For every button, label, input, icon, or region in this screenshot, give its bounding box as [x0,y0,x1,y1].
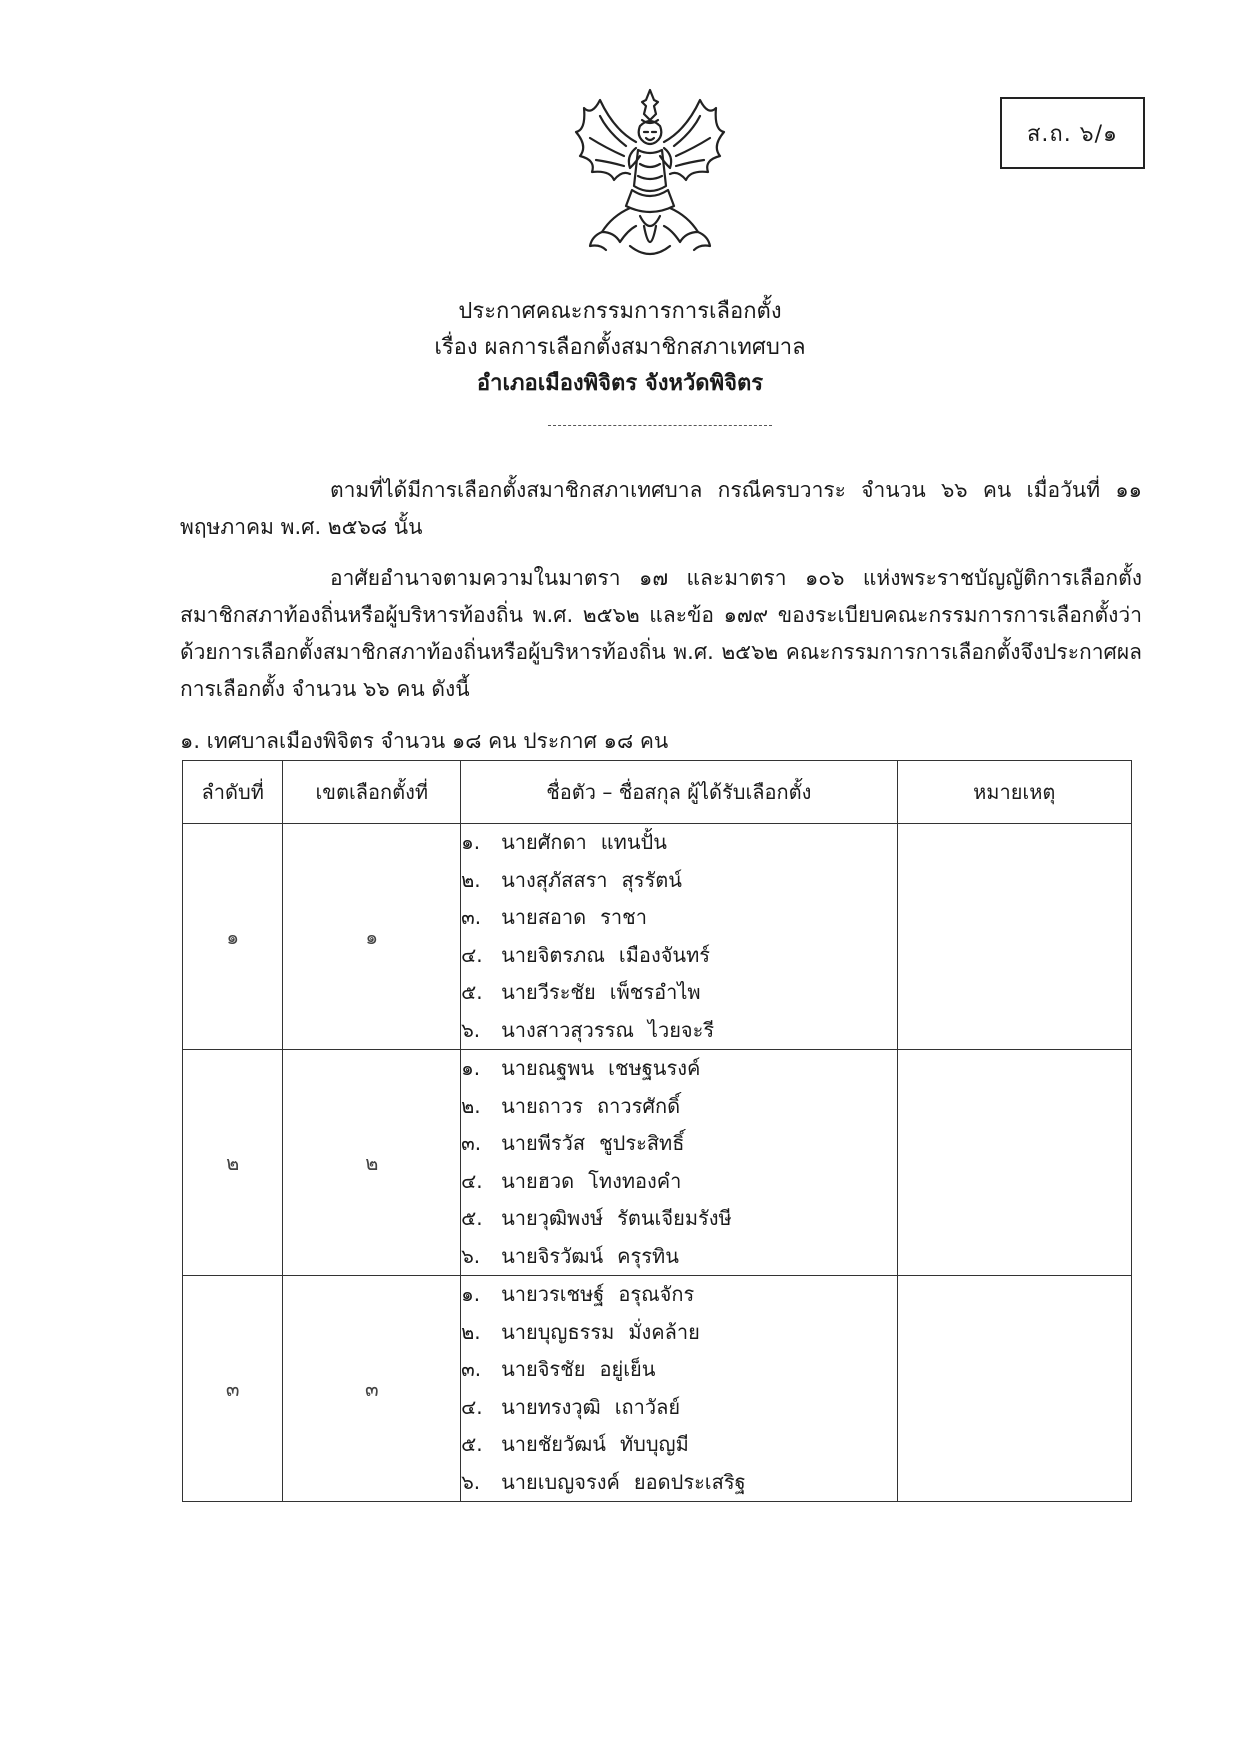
winner-entry [461,824,896,862]
winner-number: ๕. [461,1206,483,1230]
winner-first-name: นายทรงวุฒิ [501,1394,601,1419]
winner-number: ๔. [461,942,483,967]
winner-entry [461,1389,896,1427]
winner-number: ๕. [461,980,483,1004]
winner-last-name: ทับบุญมี [619,1432,689,1456]
winner-first-name: นายบุญธรรม [501,1319,615,1344]
winner-number: ๑. [461,1282,481,1306]
winner-first-name: นายวรเชษฐ์ [501,1282,605,1306]
winner-entry [461,1163,896,1201]
winner-entry [461,1351,896,1389]
winner-last-name: อยู่เย็น [599,1357,656,1381]
header-order: ลำดับที่ [183,761,283,824]
cell-note [897,824,1131,1050]
winner-first-name: นายวีระชัย [501,980,596,1004]
winner-first-name: นางสาวสุวรรณ [501,1017,634,1042]
winner-number: ๑. [461,1056,481,1080]
winner-entry [461,1464,896,1502]
table-header-row [183,761,1132,824]
winner-entry [461,1276,896,1314]
winner-first-name: นายชัยวัฒน์ [501,1432,606,1456]
winner-last-name: เพ็ชรอำไพ [609,980,701,1004]
winner-entry [461,1125,896,1163]
winner-first-name: นายเบญจรงค์ [501,1469,620,1494]
winner-last-name: เถาวัลย์ [614,1394,681,1419]
winner-entry [461,1088,896,1126]
winner-last-name: เมืองจันทร์ [618,942,711,967]
winner-number: ๓. [461,1131,482,1155]
winner-first-name: นายสอาด [501,905,587,929]
winner-number: ๓. [461,1357,482,1381]
results-table [182,760,1132,1502]
table-row [183,1050,1132,1276]
paragraph-intro-text: ตามที่ได้มีการเลือกตั้งสมาชิกสภาเทศบาล กรณีครบวาระ จำนวน ๖๖ คน เมื่อวันที่ ๑๑ พฤษภาคม พ.ศ. ๒๕๖๘ นั้น [180,478,1142,539]
cell-order: ๒ [183,1050,283,1276]
form-code-box: ส.ถ. ๖/๑ [1000,97,1145,169]
heading-subject: เรื่อง ผลการเลือกตั้งสมาชิกสภาเทศบาล [434,335,806,360]
announcement-heading [0,294,1240,402]
winner-first-name: นางสุภัสสรา [501,867,608,892]
winner-first-name: นายจิรวัฒน์ [501,1243,604,1268]
winner-entry [461,974,896,1012]
cell-order: ๓ [183,1276,283,1502]
header-note: หมายเหตุ [897,761,1131,824]
header-zone: เขตเลือกตั้งที่ [283,761,461,824]
winner-last-name: มั่งคล้าย [628,1319,700,1344]
cell-zone: ๒ [283,1050,461,1276]
cell-names [461,1050,897,1276]
winner-last-name: อรุณจักร [618,1282,695,1306]
winner-last-name: ถาวรศักดิ์ [597,1093,681,1118]
winner-entry [461,1200,896,1238]
winner-entry [461,862,896,900]
table-row [183,824,1132,1050]
winner-number: ๖. [461,1017,481,1042]
winner-first-name: นายถาวร [501,1093,584,1118]
winner-last-name: แทนปั้น [600,830,667,854]
winner-number: ๔. [461,1394,483,1419]
winner-entry [461,1314,896,1352]
cell-note [897,1276,1131,1502]
paragraph-intro [180,472,1142,546]
winner-last-name: ราชา [600,905,647,929]
paragraph-authority-text: อาศัยอำนาจตามความในมาตรา ๑๗ และมาตรา ๑๐๖ แห่งพระราชบัญญัติการเลือกตั้งสมาชิกสภาท้องถิ่นหรือผู้บริหารท้องถิ่น พ.ศ. ๒๕๖๒ และข้อ ๑๗๙ ของระเบียบคณะกรรมการการเลือกตั้งว่าด้วยการเลือกตั้งสมาชิกสภาท้องถิ่นหรือผู้บริหารท้องถิ่น พ.ศ. ๒๕๖๒ คณะกรรมการการเลือกตั้งจึงประกาศผลการเลือกตั้ง จำนวน ๖๖ คน ดังนี้ [180,566,1142,701]
winner-first-name: นายศักดา [501,830,587,854]
winner-number: ๖. [461,1243,481,1268]
winner-number: ๑. [461,830,481,854]
winner-entry [461,1426,896,1464]
winner-number: ๕. [461,1432,483,1456]
garuda-emblem-icon [570,86,730,262]
winner-entry [461,937,896,975]
winner-last-name: เชษฐนรงค์ [608,1056,701,1080]
winner-entry [461,1238,896,1276]
winner-first-name: นายจิตรภณ [501,942,605,967]
winner-last-name: รัตนเจียมรังษี [617,1206,732,1230]
winner-last-name: ไวยจะรี [647,1017,715,1042]
winner-entry [461,1050,896,1088]
winner-first-name: นายพีรวัส [501,1131,586,1155]
winner-entry [461,899,896,937]
paragraph-authority [180,560,1142,708]
winner-number: ๒. [461,1319,481,1344]
winner-first-name: นายฮวด [501,1168,575,1193]
cell-order: ๑ [183,824,283,1050]
winner-number: ๒. [461,1093,481,1118]
winner-number: ๔. [461,1168,483,1193]
cell-zone: ๑ [283,824,461,1050]
heading-location: อำเภอเมืองพิจิตร จังหวัดพิจิตร [476,371,764,396]
winner-last-name: ชูประสิทธิ์ [599,1131,685,1155]
winner-entry [461,1012,896,1050]
heading-divider [548,425,772,426]
section-title: ๑. เทศบาลเมืองพิจิตร จำนวน ๑๘ คน ประกาศ ๑๘ คน [180,729,669,753]
winner-last-name: โทงทองคำ [588,1168,682,1193]
winner-last-name: ยอดประเสริฐ [633,1469,746,1494]
winner-number: ๒. [461,867,481,892]
winner-first-name: นายวุฒิพงษ์ [501,1206,604,1230]
cell-names [461,824,897,1050]
table-row [183,1276,1132,1502]
cell-names [461,1276,897,1502]
winner-last-name: สุรรัตน์ [621,867,682,892]
cell-zone: ๓ [283,1276,461,1502]
winner-first-name: นายจิรชัย [501,1357,586,1381]
winner-number: ๓. [461,905,482,929]
cell-note [897,1050,1131,1276]
heading-issuer: ประกาศคณะกรรมการการเลือกตั้ง [458,299,782,324]
winner-last-name: ครุรทิน [617,1243,679,1268]
winner-first-name: นายณฐพน [501,1056,595,1080]
header-name: ชื่อตัว – ชื่อสกุล ผู้ได้รับเลือกตั้ง [461,761,897,824]
winner-number: ๖. [461,1469,481,1494]
